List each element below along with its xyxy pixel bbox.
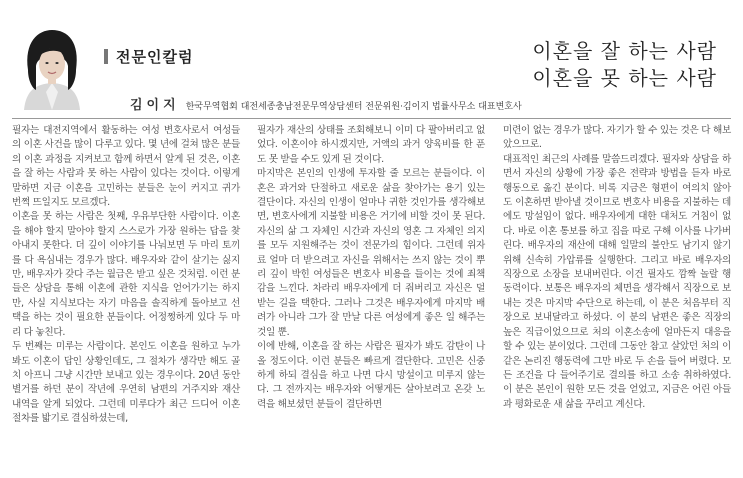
paragraph: 이에 반해, 이혼을 잘 하는 사람은 필자가 봐도 감탄이 나올 정도이다. 이런 분들은 빠르게 결단한다. 고민은 신중하게 하되 결심을 하고 나면 다시 망설이고 미루지 않는다. 그 전까지는 배우자와 어떻게든 살아보려고 온갖 노력을 해보셨던 분들이 결단하면 [257,341,485,410]
author-byline [130,94,522,113]
author-photo [18,26,86,110]
article-header [0,0,743,118]
header-divider [12,118,731,119]
paragraph: 마지막은 본인의 인생에 투자할 줄 모르는 분들이다. 이혼은 과거와 단절하고 새로운 삶을 찾아가는 용기 있는 결단이다. 자신의 인생이 얼마나 귀한 것인가를 생각해보면, 변호사에게 지불할 비용은 거기에 비할 것이 못 된다. 자신의 삶 그 자체인 시간과 자신의 영혼 그 자체인 의지를 모두 지원해주는 것이 전문가의 힘이다. 그런데 위자료 얼마 더 받으려고 자신을 위해서는 쓰지 않는 것이 뿌리 깊이 박힌 여성들은 변호사 비용을 들이는 것에 죄책감을 느낀다. 차라리 배우자에게 더 줘버리고 자신은 덜 받는 길을 택한다. 그러나 그것은 배우자에게 마지막 배려가 아니라 그가 잘 만날 다른 여성에게 좋은 일 해주는 것일 뿐. [257,168,485,338]
author-portrait-image [18,26,86,110]
article-column-2 [257,124,485,412]
article-column-3 [503,124,731,412]
paragraph: 미련이 없는 경우가 많다. 자기가 할 수 있는 것은 다 해보았으므로. [503,125,731,151]
article-headline [532,38,717,92]
paragraph: 필자가 재산의 상태를 조회해보니 이미 다 팔아버리고 없었다. 이혼이야 하시겠지만, 거액의 과거 양육비를 한 푼도 못 받을 수도 있게 된 것이다. [257,125,485,165]
headline-line-2: 이혼을 못 하는 사람 [532,66,717,90]
author-title: 한국무역협회 대전세종충남전문무역상담센터 전문위원·김이지 법률사무소 대표변호사 [185,102,522,112]
column-label-text: 전문인칼럼 [116,48,194,66]
column-label-bar [104,49,108,64]
paragraph: 대표적인 최근의 사례를 말씀드리겠다. 필자와 상담을 하면서 자신의 상황에 가장 좋은 전략과 방법을 듣자 바로 행동으로 옮긴 분이다. 비록 지금은 형편이 여의치 않아도 이혼하면 받아낼 것이므로 변호사 비용을 지불하는 데에도 망설임이 없다. 배우자에게 대한 대처도 거침이 없다. 바로 이혼 통보를 하고 집을 따로 구해 이사를 나가버린다. 배우자의 재산에 대해 일말의 불안도 남기지 않기 위해 신속히 가압류를 실행한다. 그리고 바로 배우자의 직장으로 소장을 보내버린다. 이건 필자도 깜짝 놀랄 행동력이다. 보통은 배우자의 체면을 생각해서 직장으로 보내는 것은 마지막 수단으로 하는데, 이 분은 처음부터 직장으로 보내달라고 하셨다. 이 분의 남편은 좋은 직장의 높은 직급이었으므로 처의 이혼소송에 얼마든지 대응을 할 수 있는 분이었다. 그런데 그동안 참고 살았던 처의 이 같은 논리진 행동력에 그만 바로 두 손을 들어 버렸다. 모든 조건을 다 들어주기로 결의를 하고 소송 취하하였다. 이 분은 본인이 원한 모든 것을 얻었고, 지금은 어린 아들과 평화로운 새 삶을 꾸리고 계신다. [503,153,731,410]
column-label [104,46,193,67]
paragraph: 필자는 대전지역에서 활동하는 여성 변호사로서 여성들의 이혼 사건을 많이 다루고 있다. 몇 년에 걸쳐 많은 분들의 이혼 과정을 지켜보고 함께 하면서 알게 된 것은, 이혼을 잘 하는 사람과 못 하는 사람이 있다는 것이다. 이렇게 말하면 지금 이혼을 고민하는 분들은 눈이 커지고 귀가 번쩍 뜨일지도 모르겠다. [12,125,240,209]
paragraph: 이혼을 못 하는 사람은 첫째, 우유부단한 사람이다. 이혼을 해야 할지 말아야 할지 스스로가 가장 원하는 답을 찾아내지 못한다. 더 깊이 이야기를 나눠보면 두 마리 토끼를 다 욕심내는 경우가 많다. 배우자와 같이 살기는 싫지만, 배우자가 갖다 주는 월급은 받고 싶은 것처럼. 이런 분들은 상담을 통해 이혼에 관한 지식을 얻어가기는 하지만, 사실 지식보다는 자기 마음을 솔직하게 돌아보고 선택을 하는 것이 필요한 분들이다. 어정쩡하게 있다 두 마리 다 놓친다. [12,211,240,338]
article-column-1 [12,124,240,427]
author-name: 김이지 [130,98,180,113]
paragraph: 두 번째는 미루는 사람이다. 본인도 이혼을 원하고 누가 봐도 이혼이 답인 상황인데도, 그 절차가 생각만 해도 골치 아프니 그냥 시간만 보내고 있는 경우이다. 20년 동안 별거를 하던 분이 작년에 우연히 남편의 거주지와 재산 내역을 알게 되었다. 그런데 미루다가 최근 드디어 이혼 절차를 밟기로 결심하셨는데, [12,341,240,425]
headline-line-1: 이혼을 잘 하는 사람 [532,39,717,63]
